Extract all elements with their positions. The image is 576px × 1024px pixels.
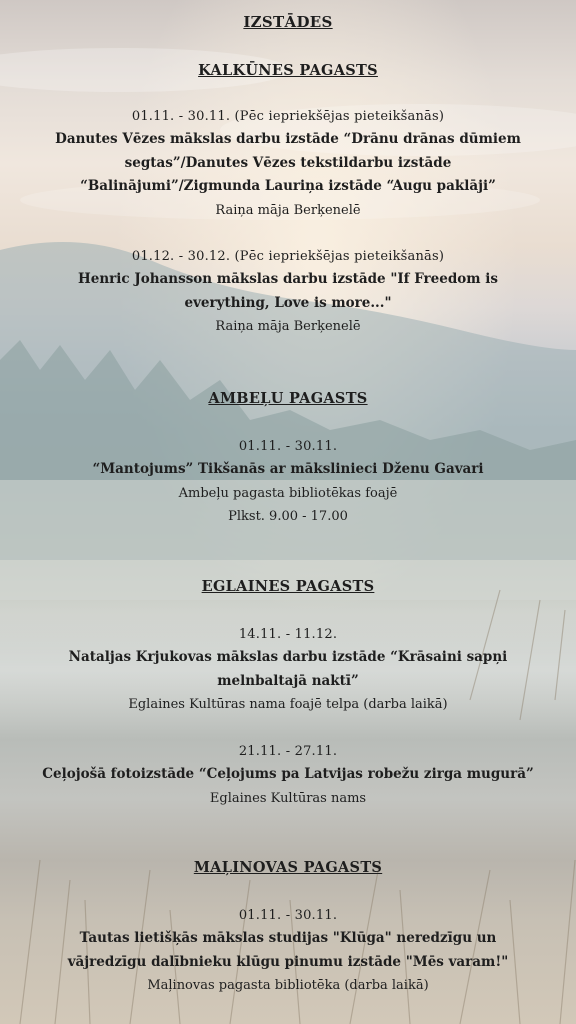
event-date: 21.11. - 27.11. xyxy=(238,744,338,759)
event-name: Henric Johansson mākslas darbu izstāde "If Freedom is everything, Love is more..." xyxy=(78,271,498,311)
event-kalkunes-2 xyxy=(40,246,536,338)
event-place: Ambeļu pagasta bibliotēkas foajē xyxy=(178,485,398,501)
event-place: Eglaines Kultūras nama foajē telpa (darba laikā) xyxy=(128,697,448,712)
event-name: Nataljas Krjukovas mākslas darbu izstāde “Krāsaini sapņi melnbaltajā naktī” xyxy=(68,649,508,689)
section-heading-malinovas: MAĻINOVAS PAGASTS xyxy=(193,859,383,876)
event-kalkunes-1 xyxy=(40,106,536,222)
section-heading-eglaines: EGLAINES PAGASTS xyxy=(201,578,375,595)
event-date: 01.12. - 30.12. (Pēc iepriekšējas pieteikšanās) xyxy=(131,249,445,264)
page-title: IZSTĀDES xyxy=(243,13,333,31)
event-eglaines-2 xyxy=(40,741,536,810)
event-date: 01.11. - 30.11. (Pēc iepriekšējas pieteikšanās) xyxy=(131,109,445,124)
event-malinovas-1 xyxy=(40,905,536,997)
event-date: 01.11. - 30.11. xyxy=(238,439,338,454)
event-name: Danutes Vēzes mākslas darbu izstāde “Drānu drānas dūmiem segtas”/Danutes Vēzes tekstildarbu izstāde “Balinājumi”/Zigmunda Lauriņa izstāde “Augu paklāji” xyxy=(55,131,521,194)
event-place: Maļinovas pagasta bibliotēka (darba laikā) xyxy=(147,978,429,993)
event-name: Ceļojošā fotoizstāde “Ceļojums pa Latvijas robežu zirga mugurā” xyxy=(42,766,534,782)
event-date: 14.11. - 11.12. xyxy=(238,627,338,642)
event-date: 01.11. - 30.11. xyxy=(238,908,338,923)
event-place: Eglaines Kultūras nams xyxy=(209,790,367,806)
section-heading-kalkunes: KALKŪNES PAGASTS xyxy=(198,62,378,79)
event-name: “Mantojums” Tikšanās ar mākslinieci Dženu Gavari xyxy=(92,461,484,477)
event-ambelu-1 xyxy=(40,436,536,529)
event-name: Tautas lietišķās mākslas studijas "Klūga" neredzīgu un vājredzīgu dalībnieku klūgu pinumu izstāde "Mēs varam!" xyxy=(67,930,509,970)
event-place: Raiņa māja Berķenelē xyxy=(215,319,361,334)
section-heading-ambelu: AMBEĻU PAGASTS xyxy=(208,390,368,407)
event-place: Raiņa māja Berķenelē xyxy=(215,202,361,218)
event-eglaines-1 xyxy=(40,624,536,716)
event-time: Plkst. 9.00 - 17.00 xyxy=(228,508,348,524)
